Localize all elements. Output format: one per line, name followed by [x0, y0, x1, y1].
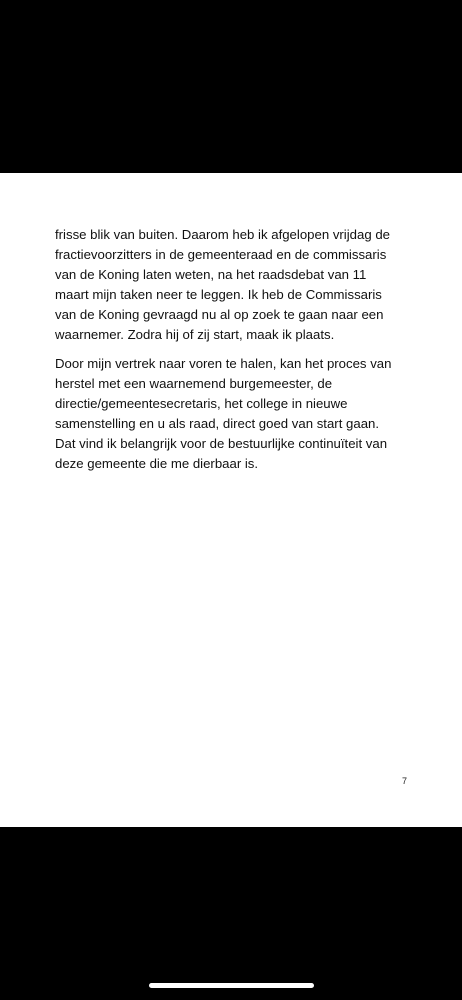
home-indicator[interactable] — [149, 983, 314, 988]
text-line: fractievoorzitters in de gemeenteraad en de commissaris — [55, 247, 387, 262]
paragraph-2 — [55, 354, 410, 474]
page-number: 7 — [401, 776, 407, 786]
text-line: directie/gemeentesecretaris, het college in nieuwe — [55, 396, 348, 411]
paragraph-1 — [55, 225, 410, 345]
text-line: van de Koning gevraagd nu al op zoek te gaan naar een — [55, 307, 384, 322]
text-line: waarnemer. Zodra hij of zij start, maak ik plaats. — [55, 327, 335, 342]
text-line: samenstelling en u als raad, direct goed van start gaan. — [55, 416, 380, 431]
document-page[interactable] — [0, 173, 462, 827]
text-line: maart mijn taken neer te leggen. Ik heb de Commissaris — [55, 287, 382, 302]
text-line: van de Koning laten weten, na het raadsdebat van 11 — [55, 267, 367, 282]
text-line: deze gemeente die me dierbaar is. — [55, 456, 259, 471]
text-line: herstel met een waarnemend burgemeester, de — [55, 376, 333, 391]
text-line: frisse blik van buiten. Daarom heb ik afgelopen vrijdag de — [55, 227, 391, 242]
text-line: Door mijn vertrek naar voren te halen, kan het proces van — [55, 356, 392, 371]
document-body — [55, 225, 410, 483]
text-line: Dat vind ik belangrijk voor de bestuurlijke continuïteit van — [55, 436, 388, 451]
